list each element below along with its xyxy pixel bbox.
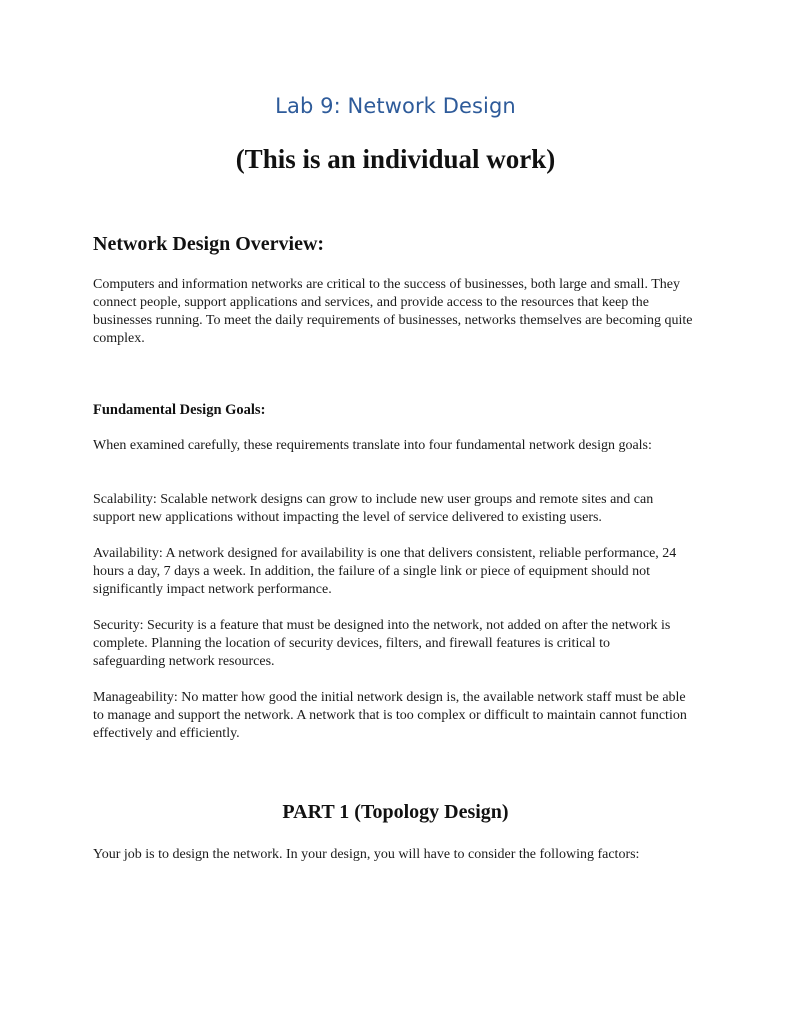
goals-intro-paragraph: When examined carefully, these requirements translate into four fundamental network design goals: — [93, 438, 652, 453]
security-paragraph: Security: Security is a feature that must be designed into the network, not added on after the network is complete. Planning the location of security devices, filters, and firewall features is critical to safeguarding network resources. — [93, 618, 671, 669]
scalability-paragraph: Scalability: Scalable network designs can grow to include new user groups and remote sites and can support new applications without impacting the level of service delivered to existing users. — [93, 492, 654, 525]
goals-heading: Fundamental Design Goals: — [93, 402, 266, 418]
part1-paragraph: Your job is to design the network. In your design, you will have to consider the following factors: — [93, 847, 640, 862]
document-subtitle: (This is an individual work) — [235, 144, 556, 174]
manageability-paragraph: Manageability: No matter how good the initial network design is, the available network staff must be able to manage and support the network. A network that is too complex or difficult to maintain cannot function effectively and efficiently. — [93, 690, 687, 741]
availability-paragraph: Availability: A network designed for availability is one that delivers consistent, reliable performance, 24 hours a day, 7 days a week. In addition, the failure of a single link or piece of equipment should not significantly impact network performance. — [93, 546, 677, 597]
part1-heading: PART 1 (Topology Design) — [282, 801, 509, 823]
overview-heading: Network Design Overview: — [93, 233, 325, 255]
overview-paragraph: Computers and information networks are critical to the success of businesses, both large and small. They connect people, support applications and services, and provide access to the resources that keep the businesses running. To meet the daily requirements of businesses, networks themselves are becoming quite complex. — [93, 277, 693, 346]
lab-title: Lab 9: Network Design — [275, 94, 516, 118]
